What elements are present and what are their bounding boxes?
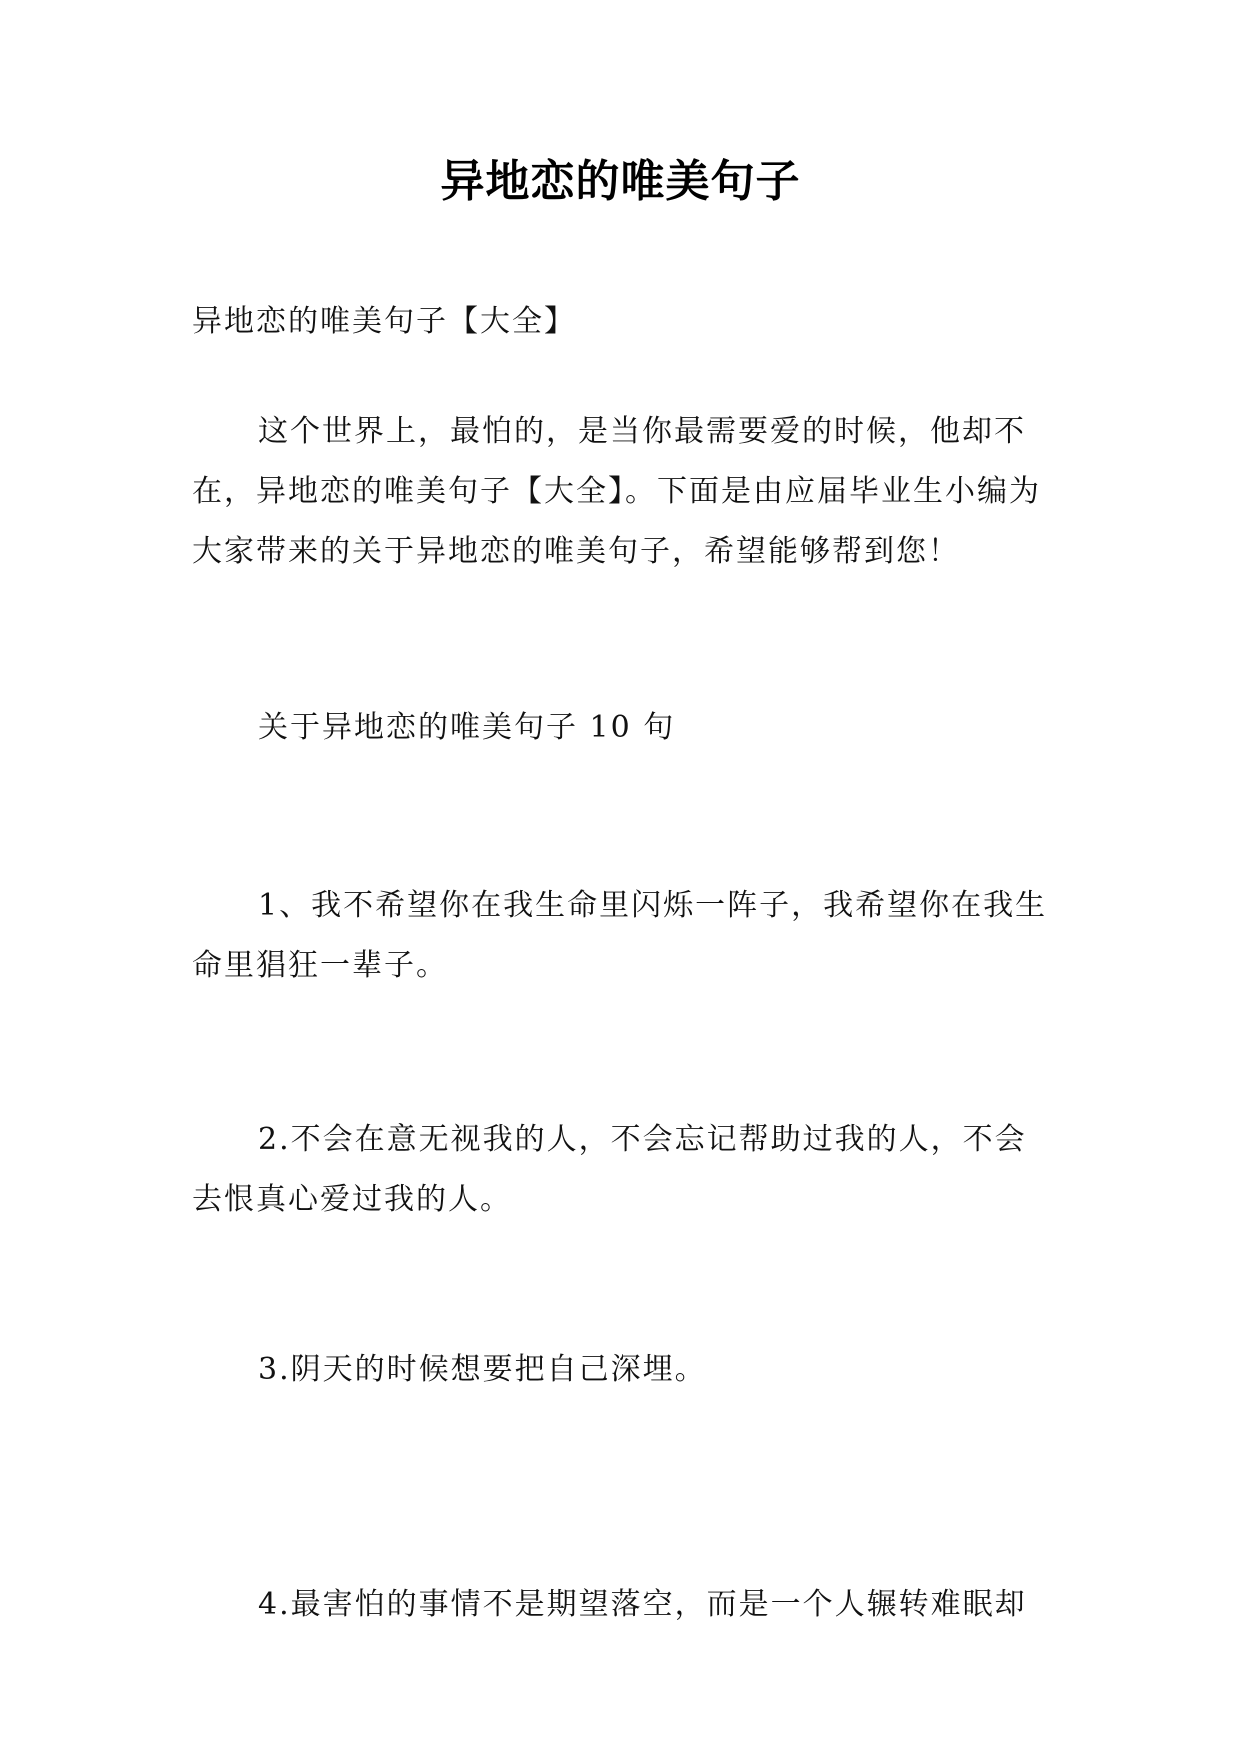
section-heading: 关于异地恋的唯美句子 10 句 [258,710,676,745]
list-item: 1、我不希望你在我生命里闪烁一阵子，我希望你在我生命里猖狂一辈子。 [192,888,1048,983]
list-item: 4.最害怕的事情不是期望落空，而是一个人辗转难眠却 [258,1587,1027,1622]
page-title: 异地恋的唯美句子 [440,156,801,207]
intro-paragraph: 这个世界上，最怕的，是当你最需要爱的时候，他却不在，异地恋的唯美句子【大全】。下面是由应届毕业生小编为大家带来的关于异地恋的唯美句子，希望能够帮到您！ [192,414,1041,569]
document-subtitle: 异地恋的唯美句子【大全】 [192,304,576,339]
list-item: 3.阴天的时候想要把自己深埋。 [258,1352,707,1387]
list-item: 2.不会在意无视我的人，不会忘记帮助过我的人，不会去恨真心爱过我的人。 [192,1122,1027,1217]
